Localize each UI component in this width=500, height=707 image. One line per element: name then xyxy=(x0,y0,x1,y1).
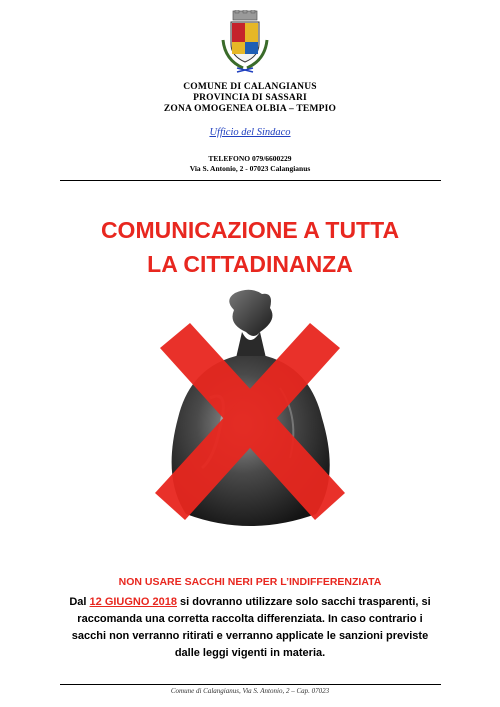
footer-text: Comune di Calangianus, Via S. Antonio, 2 – Cap. 07023 xyxy=(170,687,330,695)
notice-date: 12 GIUGNO 2018 xyxy=(89,596,177,608)
municipal-crest-logo xyxy=(219,10,271,76)
address-text: Via S. Antonio, 2 - 07023 Calangianus xyxy=(189,164,311,173)
page-title xyxy=(0,213,500,281)
notice-headline: NON USARE SACCHI NERI PER L’INDIFFERENZIATA xyxy=(118,576,382,588)
header-block xyxy=(0,82,500,115)
office-link[interactable]: Ufficio del Sindaco xyxy=(209,127,291,138)
header-divider xyxy=(60,180,441,181)
province-name: PROVINCIA DI SASSARI xyxy=(193,93,307,103)
footer-divider xyxy=(60,684,441,685)
notice-text: si dovranno utilizzare solo sacchi trasparenti, si raccomanda una corretta raccolta differenziata. In caso contrario i sacchi non verranno ritirati e verranno applicate le sanzioni previste dalle leggi vigenti in materia. xyxy=(71,596,431,659)
contact-block xyxy=(0,154,500,174)
phone-text: TELEFONO 079/6600229 xyxy=(208,154,292,163)
municipality-name: COMUNE DI CALANGIANUS xyxy=(183,82,317,92)
title-line-1: COMUNICAZIONE A TUTTA xyxy=(100,217,400,243)
notice-paragraph xyxy=(60,594,440,662)
black-bag-crossed-image xyxy=(150,288,350,550)
notice-prefix: Dal xyxy=(69,596,90,608)
zone-name: ZONA OMOGENEA OLBIA – TEMPIO xyxy=(163,104,337,114)
title-line-2: LA CITTADINANZA xyxy=(147,251,353,277)
